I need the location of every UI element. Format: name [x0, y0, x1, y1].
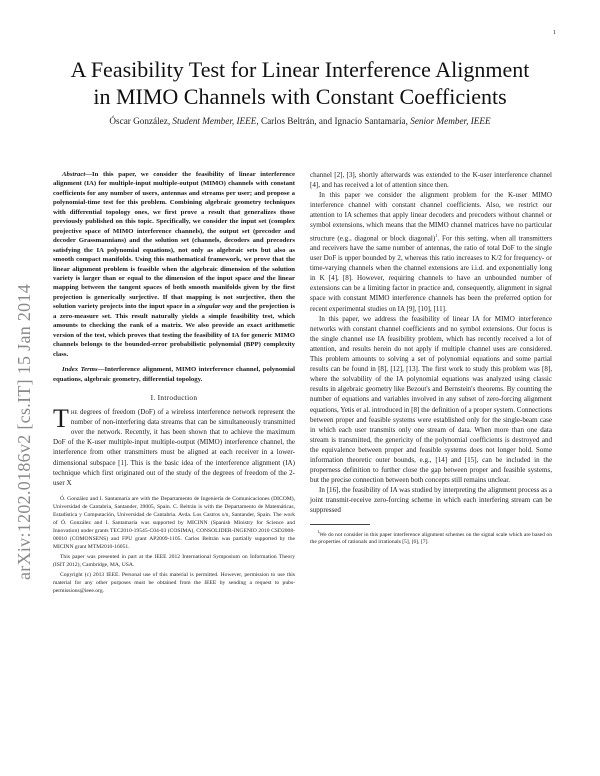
footnote-divider: [310, 524, 370, 525]
abstract-emph-2: singular way: [197, 303, 234, 311]
signal-scale-footnote-text: We do not consider in this paper interference alignment schemes on the signal scale which are based on the properties of rationals and irrationals [5], [6], [7].: [310, 531, 552, 546]
abstract-text-c: and the projection is a zero-measure set. This result naturally yields a simple feasibility test, which amounts to checking the rank of a matrix. We also provide an exact arithmetic version of the test, which proves that testing the feasibility of IA for generic MIMO channels belongs to the bounded-error probabilistic polynomial (BPP) complexity class.: [53, 303, 295, 358]
intro-paragraph-4: In [16], the feasibility of IA was studied by interpreting the alignment process as a joint transmit-receive zero-forcing scheme in which each interfering stream can be suppressed: [310, 486, 552, 515]
author-role-1: Student Member, IEEE: [172, 116, 257, 126]
intro-paragraph-1-text: degrees of freedom (DoF) of a wireless interference network represent the number of non-interfering data streams that can be simultaneously transmitted over the network. Recently, it has been shown that to achieve the maximum DoF of the K-user multiple-input multiple-output (MIMO) interference channel, the interference from other transmitters must be aligned at each receiver in a lower-dimensional subspace [1]. This is the basic idea of the interference alignment (IA) technique which first originated out of the study of the degrees of freedom of the 2-user X: [53, 408, 295, 487]
intro-paragraph-2: [310, 190, 552, 313]
paper-title: [40, 56, 560, 110]
intro-paragraph-1: [53, 404, 295, 488]
abstract: [53, 170, 295, 359]
right-footnotes: [310, 528, 552, 547]
author-text-2: , Carlos Beltrán, and Ignacio Santamaría,: [256, 116, 411, 126]
intro-first-word: he: [70, 408, 78, 417]
copyright-footnote: Copyright (c) 2013 IEEE. Personal use of this material is permitted. However, permission to use this material for any other purposes must be obtained from the IEEE by sending a request to pubs-permissions@ieee.org.: [53, 571, 295, 594]
index-terms-label: Index Terms: [62, 366, 98, 374]
page-number: 1: [553, 30, 556, 36]
drop-cap: T: [53, 404, 69, 434]
author-list: [40, 116, 560, 126]
title-line-1: A Feasibility Test for Linear Interference Alignment: [70, 57, 530, 82]
left-footnotes: [53, 495, 295, 595]
abstract-label: Abstract: [62, 171, 86, 178]
intro-paragraph-3: In this paper, we address the feasibility of linear IA for MIMO interference networks with constant channel coefficients and no symbol extensions. Our focus is the single channel use IA feasibility problem, which has recently received a lot of attention, and results herein do not apply if multiple channel uses are considered. This problem amounts to solving a set of polynomial equations and some partial results can be found in [8], [12], [13]. The first work to study this problem was [8], where the solvability of the IA polynomial equations was analyzed using classic results in algebraic geometry like Bezout's and Bernstein's theorems. By counting the number of equations and variables involved in any subset of zero-forcing alignment equations, Yetis et al. introduced in [8] the definition of a proper system. Connections between proper and feasible systems were established only for the single-beam case in which each user transmits only one stream of data. When more than one data stream is transmitted, the genericity of the polynomial coefficients is destroyed and the equivalence between proper and feasible systems does not longer hold. Some information theoretic outer bounds, e.g., [14] and [15], can be included in the properness definition to further close the gap between proper and feasible systems, but the precise connection between both concepts still remains unclear.: [310, 314, 552, 485]
intro-paragraph-2-text: In this paper we consider the alignment problem for the K-user MIMO interference channel with constant channel coefficients. Also, we restrict our attention to IA schemes that apply linear decoders and precoders without channel or symbol extensions, which means that the MIMO channel matrices have no particular structure (e.g., diagonal or block diagonal): [310, 191, 552, 242]
intro-paragraph-2-tail: . For this setting, when all transmitters and receivers have the same number of antennas, the ratio of total DoF to the single user DoF is upper bounded by 2, whereas this ratio increases to K/2 for frequency- or time-varying channels when the channel extensions are i.i.d. and exponentially long in K [4], [8]. However, requiring channels to have an unbounded number of extensions can be a limiting factor in practice and, consequently, alignment in signal space with constant MIMO interference channels has been the preferred option for recent experimental studies on IA [9], [10], [11].: [310, 233, 553, 313]
author-role-2: Senior Member, IEEE: [410, 116, 491, 126]
section-heading-introduction: I. Introduction: [150, 392, 198, 402]
abstract-text-a: —In this paper, we consider the feasibility of linear interference alignment (IA) for multiple-input multiple-output (MIMO) channels with constant coefficients for any number of users, antennas and streams per user; and propose a polynomial-time test for this problem. Combining algebraic geometry techniques with differential topology ones, we first prove a result that generalizes those previously published on this topic. Specifically, we consider the input set (complex projective space of MIMO interference channels), the output set (precoder and decoder Grassmannians) and the solution set (channels, decoders and precoders satisfying the IA polynomial equations), not only as algebraic sets but also as smooth compact manifolds. Using this mathematical framework, we prove that the linear alignment problem is feasible when the algebraic dimension of the solution variety is larger than or equal to the dimension of the input space: [53, 171, 295, 282]
footnote-number: 1: [317, 528, 320, 534]
signal-scale-footnote: [310, 528, 552, 547]
footnote-marker: 1: [435, 232, 438, 238]
left-column: [53, 170, 295, 597]
intro-continuation: channel [2], [3], shortly afterwards was extended to the K-user interference channel [4], and has received a lot of attention since then.: [310, 171, 552, 190]
right-column: [310, 170, 552, 548]
index-terms-text: —Interference alignment, MIMO interference channel, polynomial equations, algebraic geometry, differential topology.: [53, 366, 295, 383]
abstract-emph-1: and: [253, 274, 265, 282]
title-line-2: in MIMO Channels with Constant Coefficients: [93, 84, 507, 109]
conference-footnote: This paper was presented in part at the IEEE 2012 International Symposium on Information Theory (ISIT 2012), Cambridge, MA, USA.: [53, 553, 295, 568]
author-text-1: Óscar González,: [109, 116, 173, 126]
index-terms: [53, 365, 295, 384]
arxiv-stamp: arXiv:1202.0186v2 [cs.IT] 15 Jan 2014: [14, 283, 34, 580]
abstract-text-b: the linear mapping between the tangent spaces of both smooth manifolds given by the first projection is generically surjective. If that mapping is not surjective, then the solution variety projects into the input space in a: [53, 274, 295, 311]
affiliation-footnote: Ó. González and I. Santamaría are with the Departamento de Ingeniería de Comunicaciones (DICOM), Universidad de Cantabria, Santander, 39005, Spain. C. Beltrán is with the Departamento de Matemáticas, Estadística y Computación, Universidad de Cantabria. Avda. Los Castros s/n, Santander, Spain. The work of Ó. González and I. Santamaría was supported by MICINN (Spanish Ministry for Science and Innovation) under grants TEC2010-19545-C04-03 (COSIMA), CONSOLIDER-INGENIO 2010 CSD2008-00010 (COMONSENS) and FPU grant AP2009-1105. Carlos Beltrán was partially supported by the MICINN grant MTM2010-16051.: [53, 495, 295, 550]
